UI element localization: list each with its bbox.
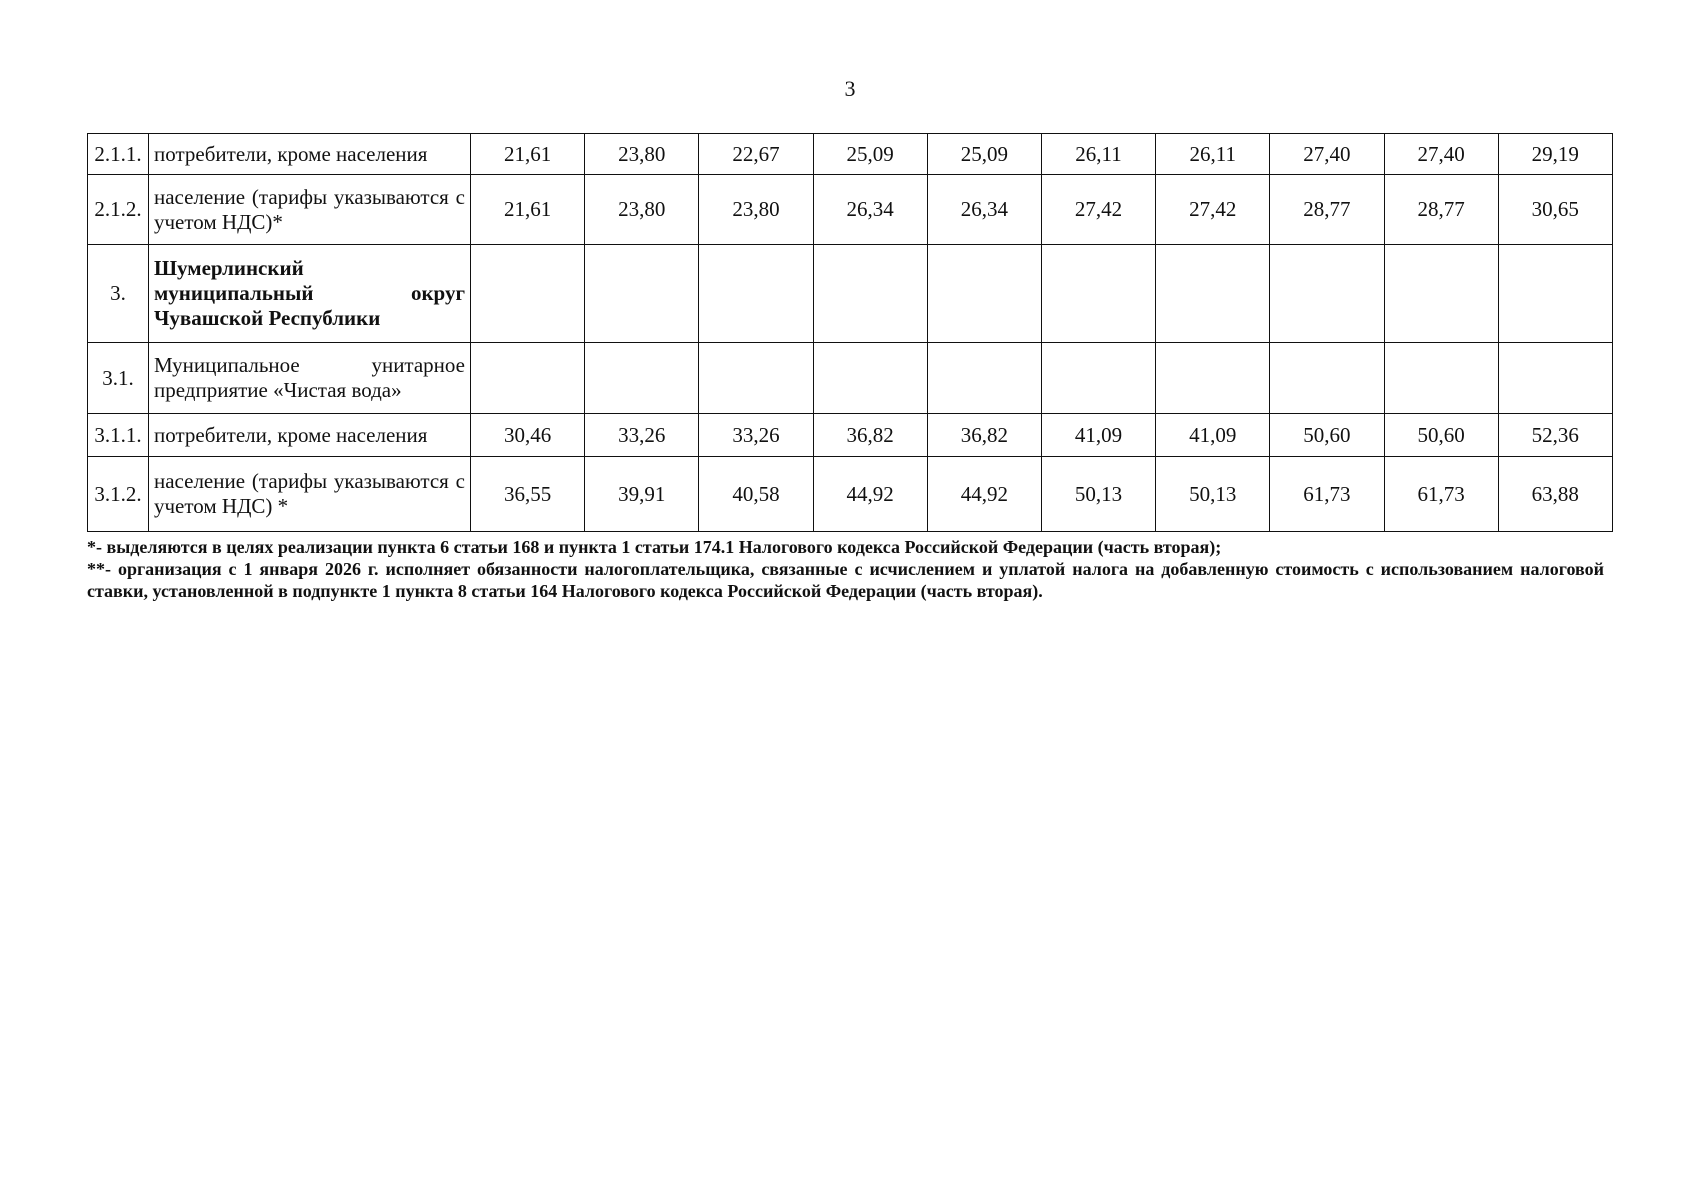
tariff-value-cell bbox=[699, 343, 813, 414]
tariff-value-cell: 27,40 bbox=[1384, 134, 1498, 175]
tariff-value-cell bbox=[699, 245, 813, 343]
tariff-value-cell: 23,80 bbox=[585, 175, 699, 245]
row-name-cell: Шумерлинский муниципальный округ Чувашской Республики bbox=[149, 245, 471, 343]
row-name-cell: потребители, кроме населения bbox=[149, 134, 471, 175]
tariff-value-cell bbox=[1270, 343, 1384, 414]
tariff-value-cell bbox=[585, 245, 699, 343]
tariff-value-cell: 52,36 bbox=[1498, 414, 1612, 457]
tariff-value-cell: 30,65 bbox=[1498, 175, 1612, 245]
tariff-value-cell: 25,09 bbox=[927, 134, 1041, 175]
tariff-value-cell: 41,09 bbox=[1156, 414, 1270, 457]
tariff-value-cell: 40,58 bbox=[699, 457, 813, 532]
tariff-value-cell: 44,92 bbox=[927, 457, 1041, 532]
tariff-value-cell bbox=[1384, 245, 1498, 343]
tariff-value-cell: 44,92 bbox=[813, 457, 927, 532]
tariff-value-cell: 27,42 bbox=[1041, 175, 1155, 245]
tariff-value-cell: 36,82 bbox=[927, 414, 1041, 457]
tariff-value-cell bbox=[1156, 343, 1270, 414]
tariff-value-cell: 50,13 bbox=[1041, 457, 1155, 532]
tariff-value-cell: 28,77 bbox=[1384, 175, 1498, 245]
tariff-value-cell: 27,42 bbox=[1156, 175, 1270, 245]
tariff-value-cell: 30,46 bbox=[471, 414, 585, 457]
tariff-value-cell: 27,40 bbox=[1270, 134, 1384, 175]
tariff-value-cell: 36,55 bbox=[471, 457, 585, 532]
tariff-value-cell bbox=[471, 245, 585, 343]
tariff-value-cell: 22,67 bbox=[699, 134, 813, 175]
footnote-tax-rate: **- организация с 1 января 2026 г. исполняет обязанности налогоплательщика, связанные с исчислением и уплатой налога на добавленную стоимость с использованием налоговой ставки, установленной в подпункте 1 пункта 8 статьи 164 Налогового кодекса Российской Федерации (часть вторая). bbox=[87, 559, 1604, 601]
tariff-value-cell bbox=[813, 343, 927, 414]
tariff-value-cell: 61,73 bbox=[1384, 457, 1498, 532]
row-number-cell: 2.1.2. bbox=[88, 175, 149, 245]
table-row bbox=[88, 343, 1613, 414]
tariff-value-cell: 25,09 bbox=[813, 134, 927, 175]
tariff-value-cell: 39,91 bbox=[585, 457, 699, 532]
tariff-value-cell bbox=[585, 343, 699, 414]
table-row bbox=[88, 175, 1613, 245]
tariff-table bbox=[87, 133, 1613, 532]
tariff-value-cell: 50,13 bbox=[1156, 457, 1270, 532]
table-row bbox=[88, 457, 1613, 532]
tariff-value-cell bbox=[1498, 245, 1612, 343]
tariff-value-cell bbox=[1498, 343, 1612, 414]
row-number-cell: 3.1.1. bbox=[88, 414, 149, 457]
tariff-value-cell: 23,80 bbox=[585, 134, 699, 175]
page-number: 3 bbox=[844, 76, 856, 101]
row-name-cell: Муниципальное унитарное предприятие «Чистая вода» bbox=[149, 343, 471, 414]
tariff-value-cell bbox=[1156, 245, 1270, 343]
tariff-value-cell: 26,34 bbox=[813, 175, 927, 245]
table-row bbox=[88, 414, 1613, 457]
tariff-value-cell bbox=[1041, 343, 1155, 414]
row-name-cell: население (тарифы указываются с учетом НДС)* bbox=[149, 175, 471, 245]
tariff-value-cell: 33,26 bbox=[585, 414, 699, 457]
tariff-value-cell: 28,77 bbox=[1270, 175, 1384, 245]
tariff-value-cell: 61,73 bbox=[1270, 457, 1384, 532]
row-number-cell: 3.1.2. bbox=[88, 457, 149, 532]
tariff-value-cell bbox=[927, 343, 1041, 414]
footnote-vat: *- выделяются в целях реализации пункта 6 статьи 168 и пункта 1 статьи 174.1 Налогового кодекса Российской Федерации (часть вторая); bbox=[87, 537, 1222, 557]
tariff-value-cell bbox=[927, 245, 1041, 343]
tariff-value-cell: 36,82 bbox=[813, 414, 927, 457]
row-name-cell: население (тарифы указываются с учетом НДС) * bbox=[149, 457, 471, 532]
table-row bbox=[88, 245, 1613, 343]
table-row bbox=[88, 134, 1613, 175]
tariff-value-cell: 33,26 bbox=[699, 414, 813, 457]
tariff-value-cell: 41,09 bbox=[1041, 414, 1155, 457]
row-number-cell: 3.1. bbox=[88, 343, 149, 414]
tariff-value-cell bbox=[1041, 245, 1155, 343]
tariff-value-cell bbox=[1384, 343, 1498, 414]
tariff-value-cell: 26,11 bbox=[1041, 134, 1155, 175]
row-number-cell: 3. bbox=[88, 245, 149, 343]
tariff-value-cell: 26,34 bbox=[927, 175, 1041, 245]
tariff-value-cell: 50,60 bbox=[1270, 414, 1384, 457]
tariff-value-cell bbox=[1270, 245, 1384, 343]
tariff-value-cell: 21,61 bbox=[471, 134, 585, 175]
tariff-value-cell: 50,60 bbox=[1384, 414, 1498, 457]
tariff-value-cell: 26,11 bbox=[1156, 134, 1270, 175]
tariff-value-cell: 29,19 bbox=[1498, 134, 1612, 175]
tariff-value-cell: 21,61 bbox=[471, 175, 585, 245]
row-name-cell: потребители, кроме населения bbox=[149, 414, 471, 457]
tariff-value-cell bbox=[471, 343, 585, 414]
row-number-cell: 2.1.1. bbox=[88, 134, 149, 175]
tariff-value-cell bbox=[813, 245, 927, 343]
tariff-value-cell: 63,88 bbox=[1498, 457, 1612, 532]
footnotes bbox=[87, 536, 1604, 602]
tariff-value-cell: 23,80 bbox=[699, 175, 813, 245]
